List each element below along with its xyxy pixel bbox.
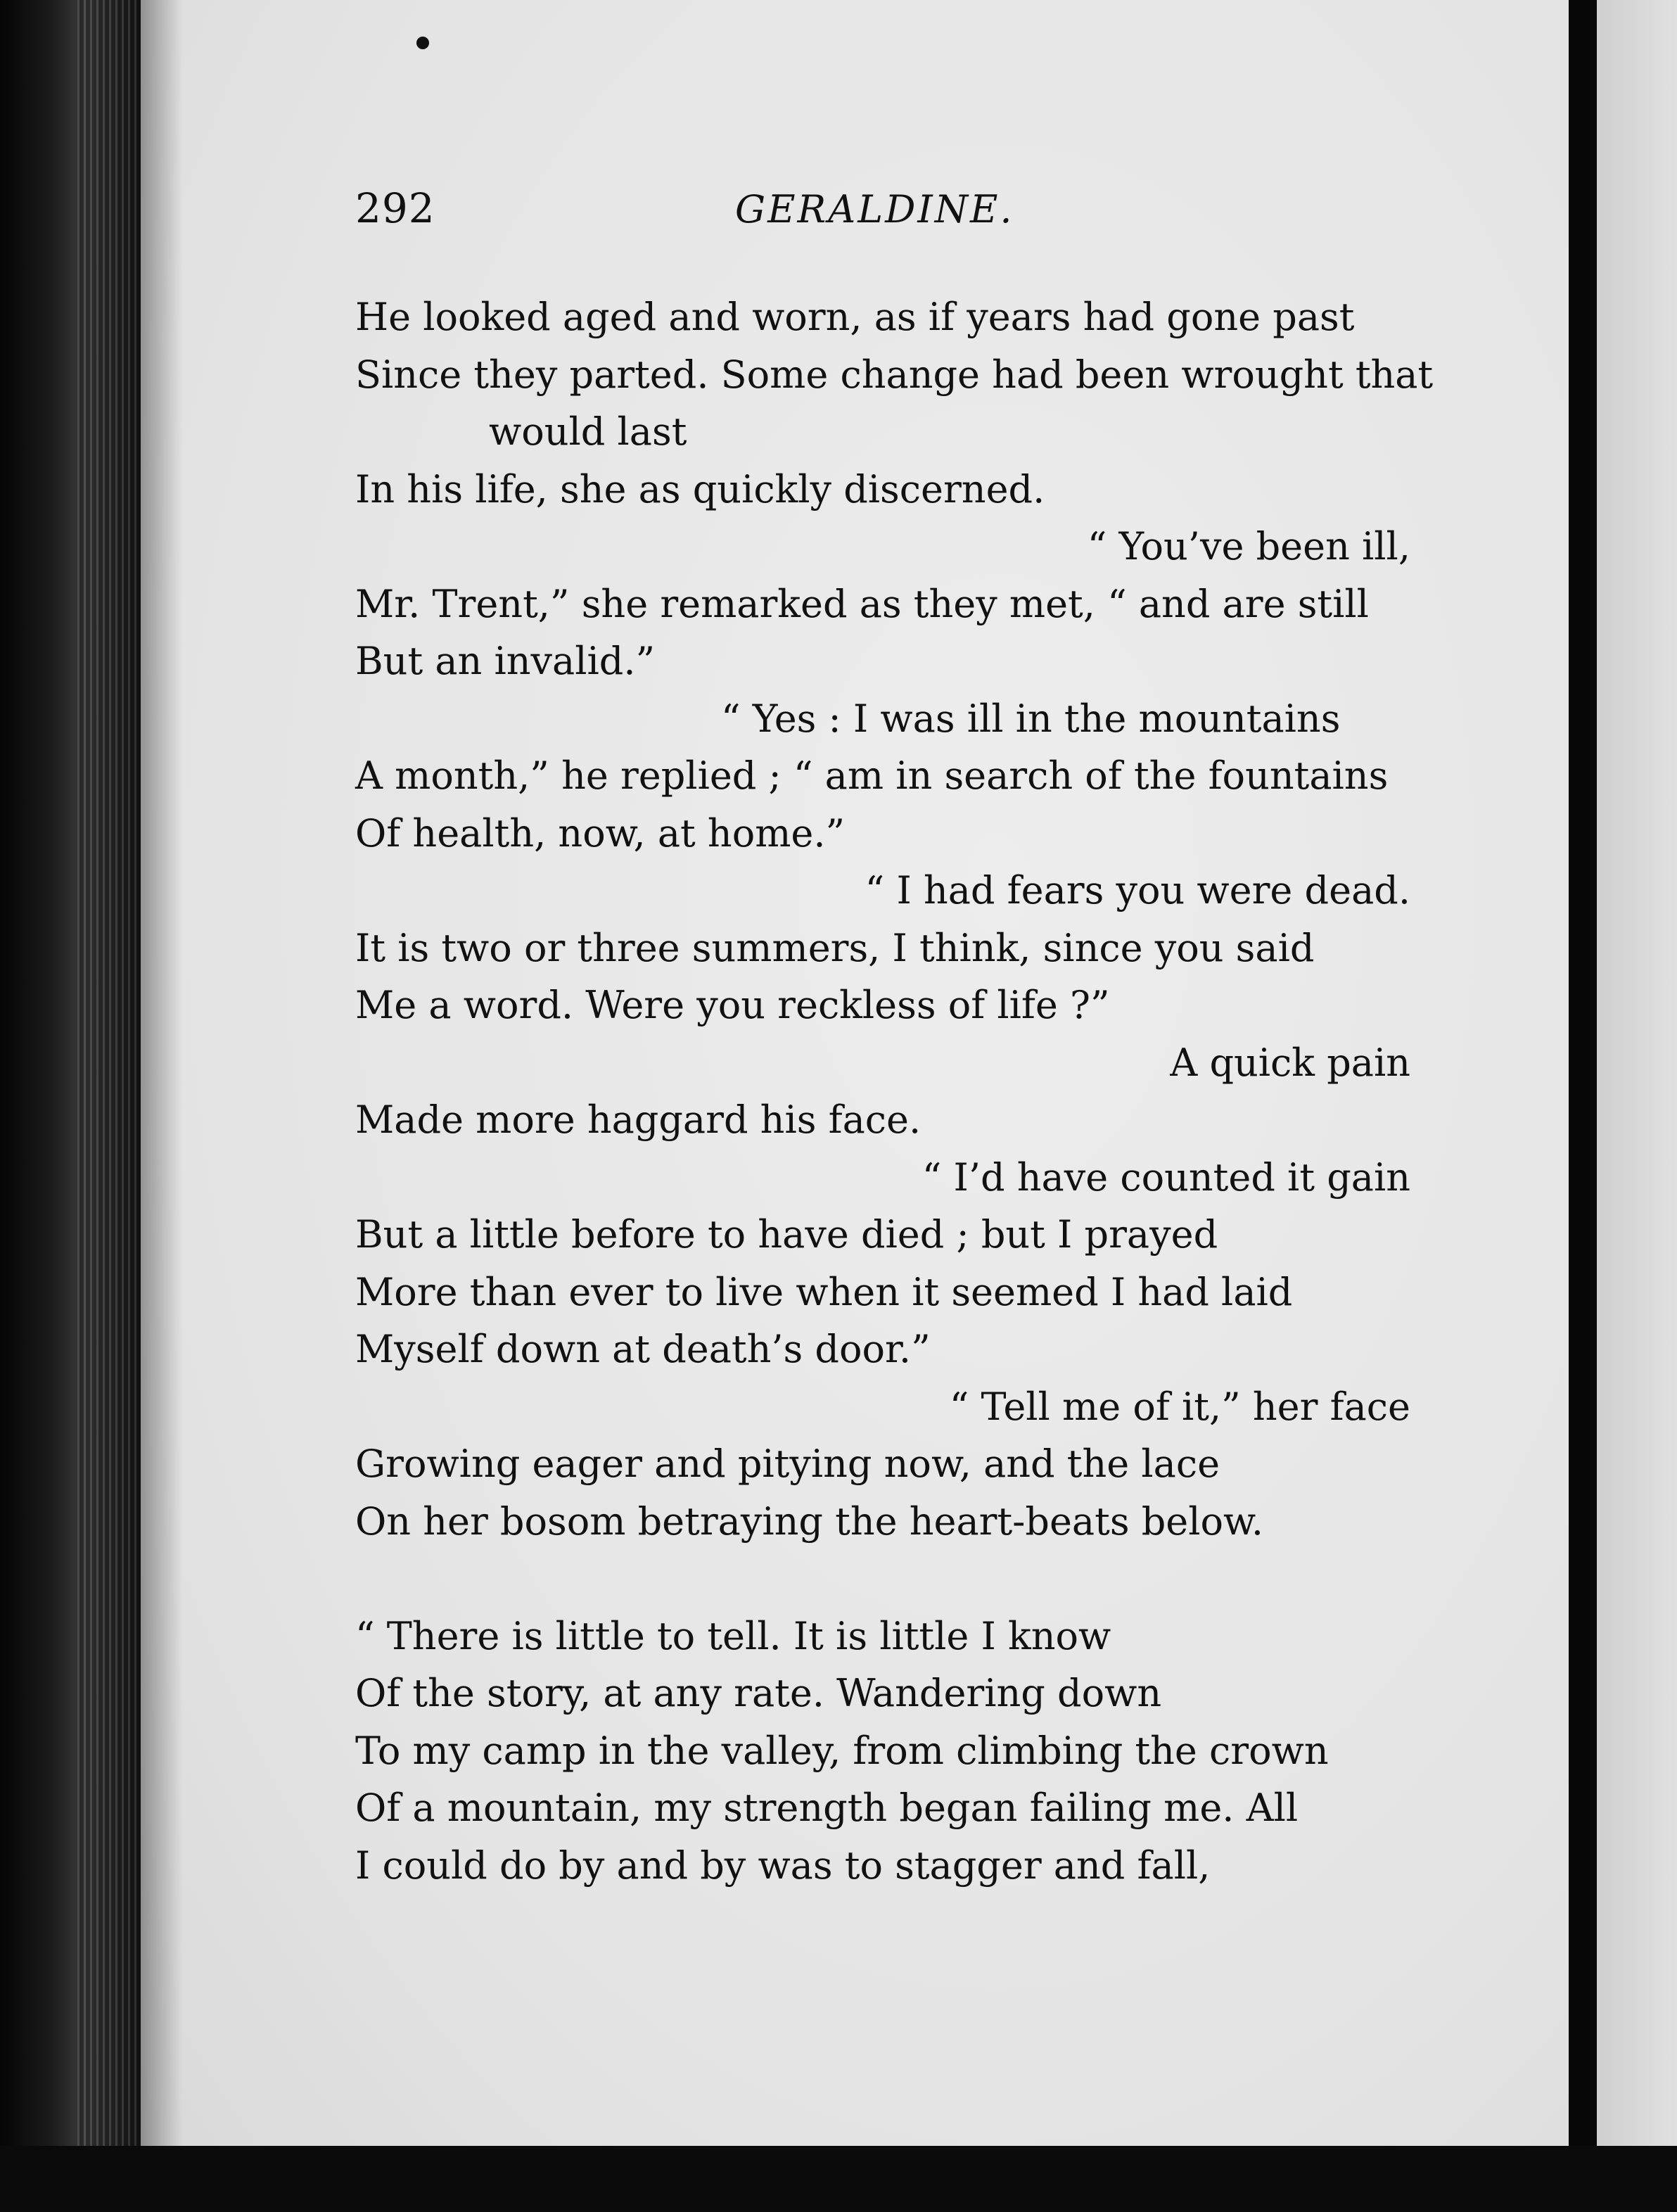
text-line: “ I’d have counted it gain [922, 1155, 1410, 1200]
text-line: Of a mountain, my strength began failing me. All [355, 1786, 1299, 1830]
text-line: Made more haggard his face. [355, 1098, 922, 1142]
text-line: It is two or three summers, I think, since you said [355, 925, 1315, 970]
text-line: “ Tell me of it,” her face [949, 1384, 1410, 1429]
text-line: I could do by and by was to stagger and fall, [355, 1843, 1211, 1888]
text-line: A quick pain [1170, 1040, 1410, 1085]
stanza-break [355, 1550, 1410, 1608]
text-line: “ I had fears you were dead. [865, 868, 1410, 913]
page-number: 292 [355, 184, 435, 232]
text-line: Since they parted. Some change had been wrought that [355, 352, 1434, 397]
facing-page-sliver [1597, 0, 1677, 2212]
text-line: But a little before to have died ; but I prayed [355, 1212, 1218, 1257]
text-line: “ Yes : I was ill in the mountains [721, 696, 1341, 741]
text-line: On her bosom betraying the heart-beats below. [355, 1499, 1263, 1544]
ink-speck [416, 37, 429, 49]
running-head [355, 184, 1396, 241]
text-line: More than ever to live when it seemed I had laid [355, 1269, 1293, 1314]
text-line: But an invalid.” [355, 639, 656, 683]
page-title: GERALDINE. [735, 187, 1014, 231]
text-line: Me a word. Were you reckless of life ?” [355, 983, 1110, 1027]
gutter-shadow [141, 0, 183, 2212]
text-line: In his life, she as quickly discerned. [355, 466, 1045, 511]
text-line: would last [489, 409, 687, 454]
text-line: Growing eager and pitying now, and the lace [355, 1442, 1220, 1486]
scan-bottom-edge [0, 2146, 1677, 2212]
text-line: “ There is little to tell. It is little I know [355, 1613, 1111, 1658]
text-line: Of health, now, at home.” [355, 811, 846, 856]
page-right-edge [1569, 0, 1597, 2212]
poem-text [355, 288, 1434, 1894]
text-line: Of the story, at any rate. Wandering down [355, 1671, 1162, 1715]
text-line: He looked aged and worn, as if years had gone past [355, 295, 1355, 339]
text-line: “ You’ve been ill, [1087, 524, 1410, 568]
page-edges [77, 0, 141, 2212]
text-line: Myself down at death’s door.” [355, 1327, 931, 1371]
text-line: To my camp in the valley, from climbing the crown [355, 1728, 1329, 1773]
text-line: Mr. Trent,” she remarked as they met, “ and are still [355, 581, 1369, 626]
text-line: A month,” he replied ; “ am in search of the fountains [355, 754, 1389, 798]
